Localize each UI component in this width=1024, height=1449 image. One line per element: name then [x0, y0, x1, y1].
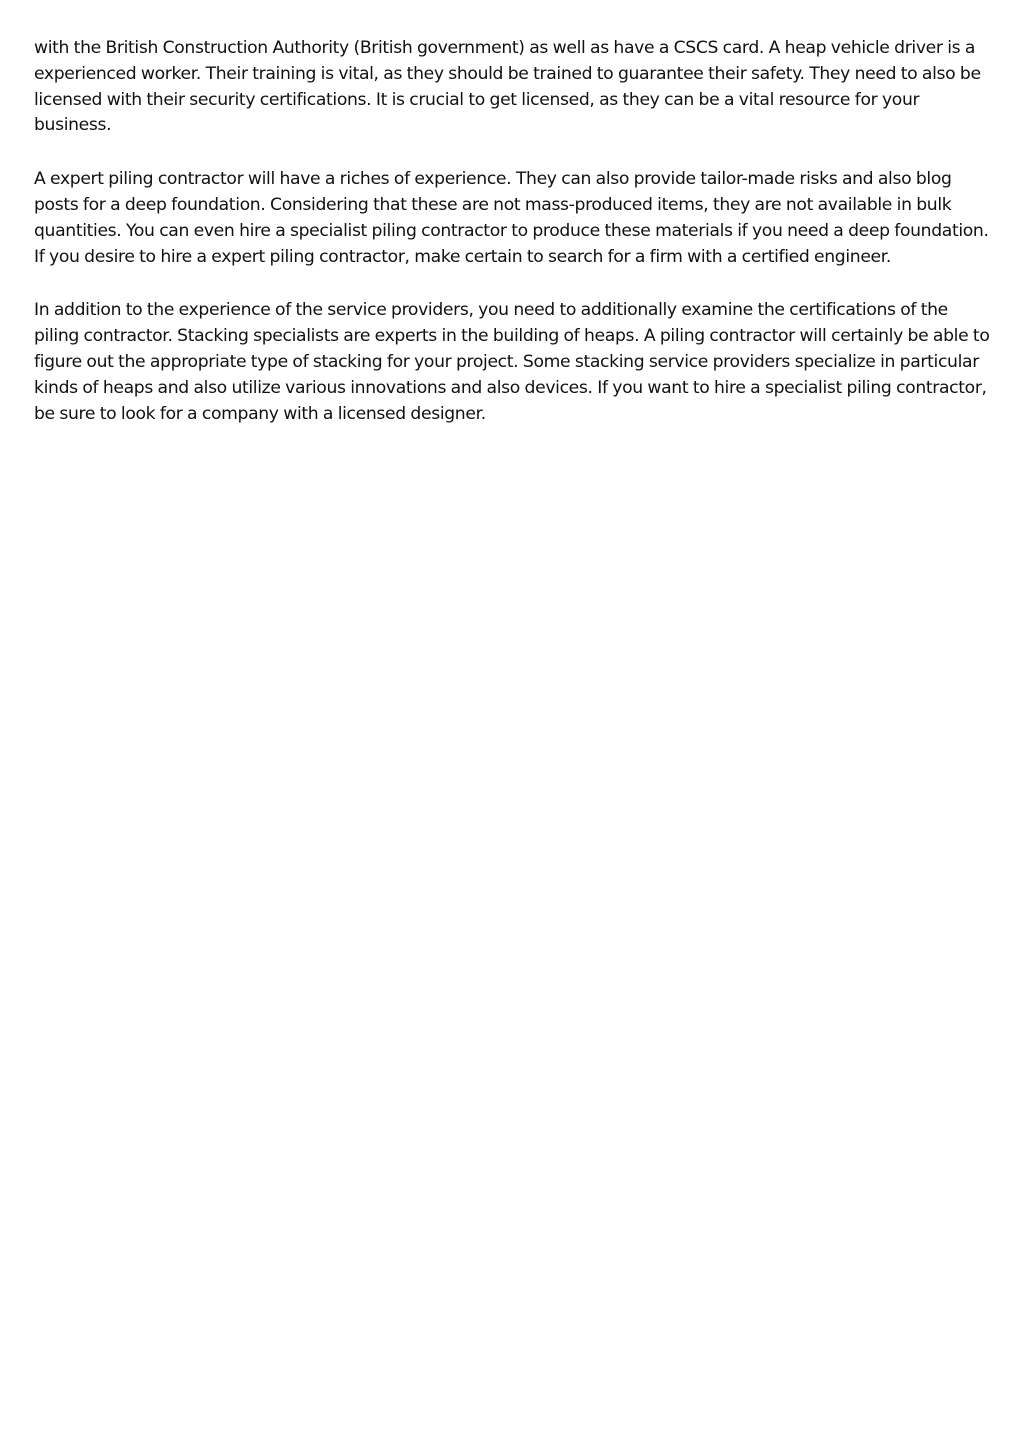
document-page — [34, 36, 994, 455]
paragraph-certifications: In addition to the experience of the service providers, you need to additionally examine the certifications of the piling contractor. Stacking specialists are experts in the building of heaps. A piling contractor will certainly be able to figure out the appropriate type of stacking for your project. Some stacking service providers specialize in particular kinds of heaps and also utilize various innovations and also devices. If you want to hire a specialist piling contractor, be sure to look for a company with a licensed designer. — [34, 300, 990, 424]
paragraph-licensing: with the British Construction Authority (British government) as well as have a CSCS card. A heap vehicle driver is a experienced worker. Their training is vital, as they should be trained to guarantee their safety. They need to also be licensed with their security certifications. It is crucial to get licensed, as they can be a vital resource for your business. — [34, 38, 981, 136]
paragraph-expert-contractor: A expert piling contractor will have a riches of experience. They can also provide tailor-made risks and also blog posts for a deep foundation. Considering that these are not mass-produced items, they are not available in bulk quantities. You can even hire a specialist piling contractor to produce these materials if you need a deep foundation. If you desire to hire a expert piling contractor, make certain to search for a firm with a certified engineer. — [34, 169, 989, 267]
